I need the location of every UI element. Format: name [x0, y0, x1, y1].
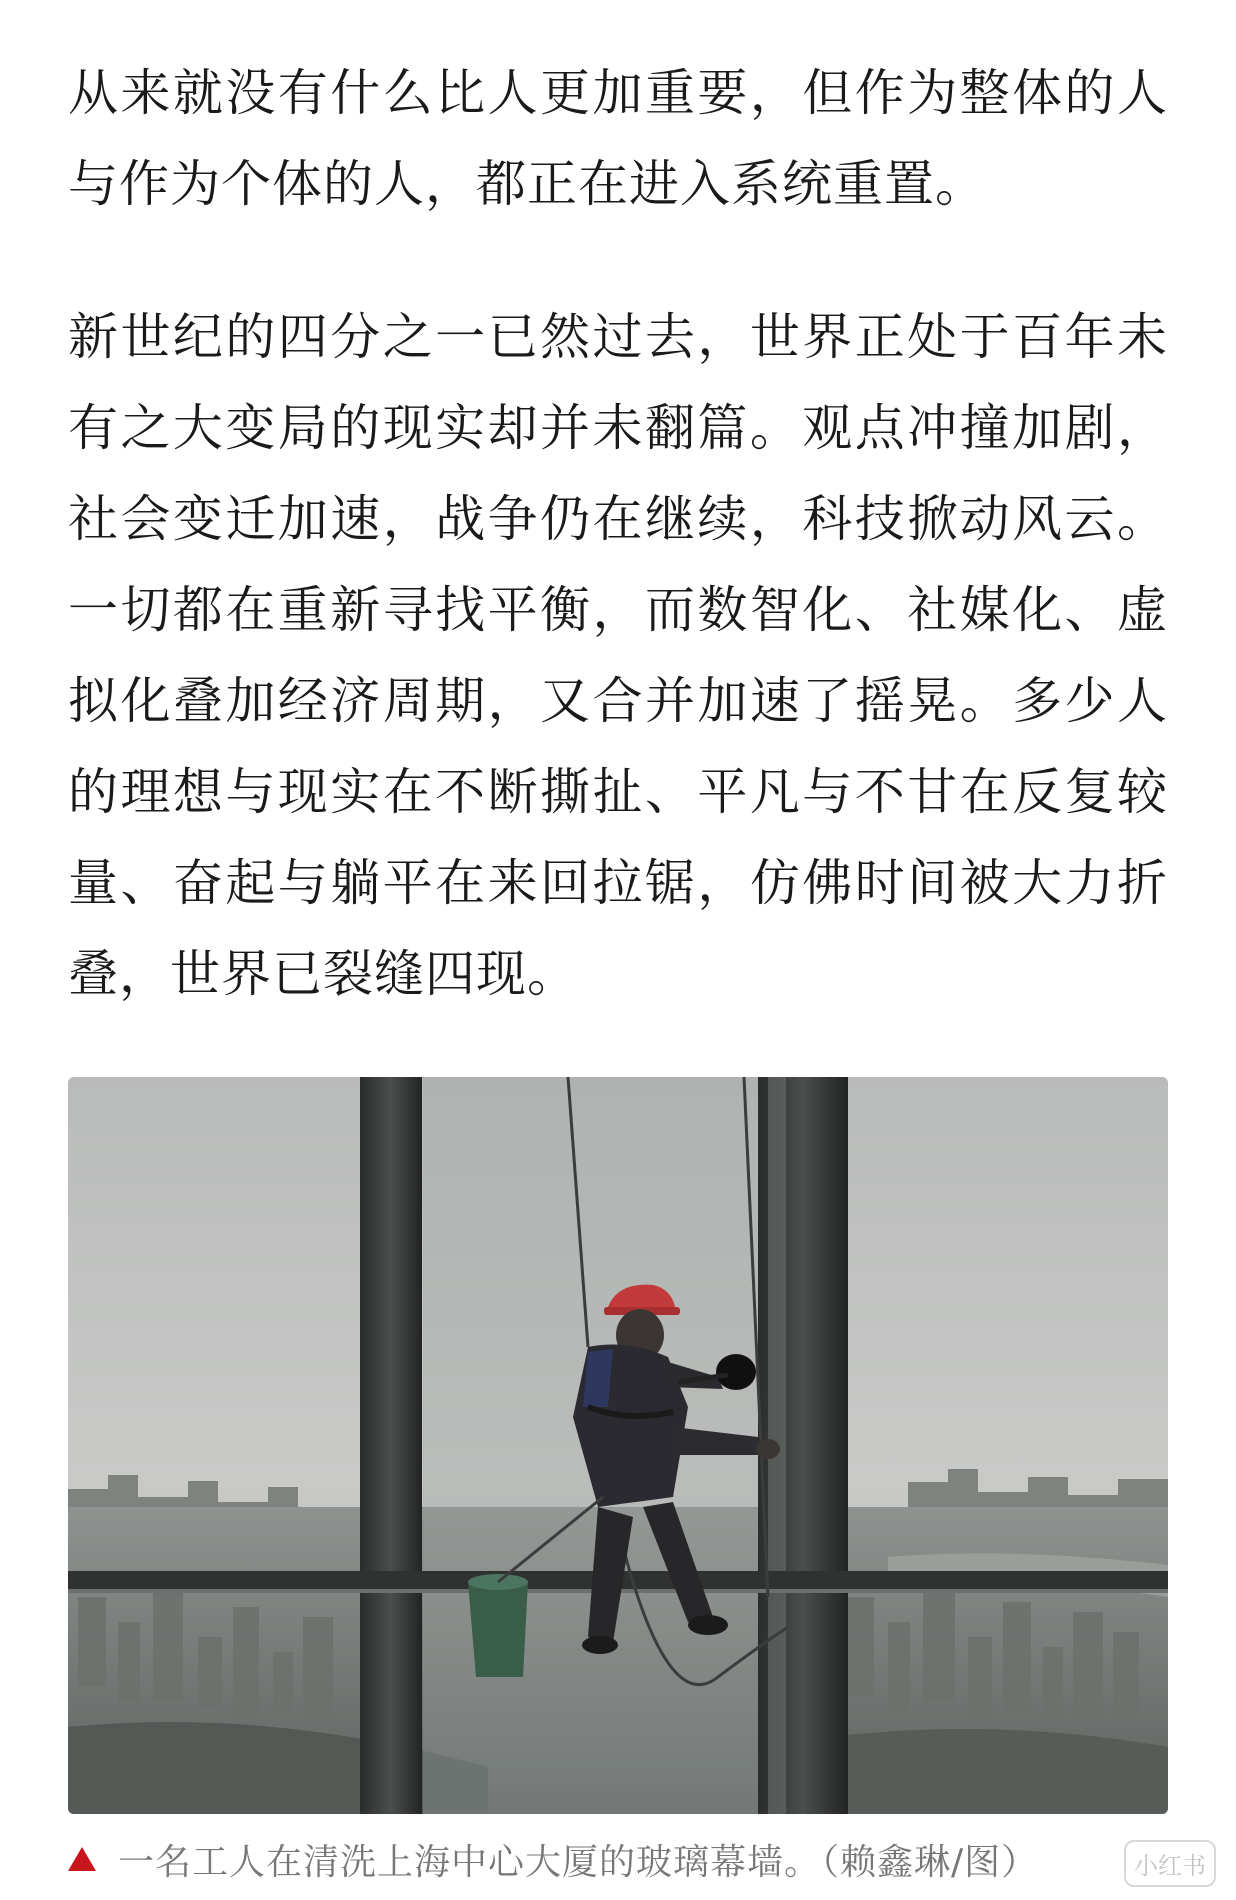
paragraph: 新世纪的四分之一已然过去，世界正处于百年未有之大变局的现实却并未翻篇。观点冲撞加剧，社会变迁加速，战争仍在继续，科技掀动风云。一切都在重新寻找平衡，而数智化、社媒化、虚拟化叠加经济周期，又合并加速了摇晃。多少人的理想与现实在不断撕扯、平凡与不甘在反复较量、奋起与躺平在来回拉锯，仿佛时间被大力折叠，世界已裂缝四现。 — [68, 308, 1168, 1003]
caption-marker-icon — [68, 1847, 96, 1871]
photo-caption — [68, 1835, 1168, 1883]
article-body — [68, 48, 1168, 1020]
caption-text: 一名工人在清洗上海中心大厦的玻璃幕墙。（赖鑫琳/图） — [118, 1841, 1039, 1883]
window-mullion — [360, 1077, 422, 1814]
photo-illustration — [68, 1077, 1168, 1814]
paragraph: 从来就没有什么比人更加重要，但作为整体的人与作为个体的人，都正在进入系统重置。 — [68, 64, 1168, 213]
platform-watermark: 小红书 — [1124, 1840, 1216, 1887]
window-cleaner-photo[interactable] — [68, 1077, 1168, 1814]
